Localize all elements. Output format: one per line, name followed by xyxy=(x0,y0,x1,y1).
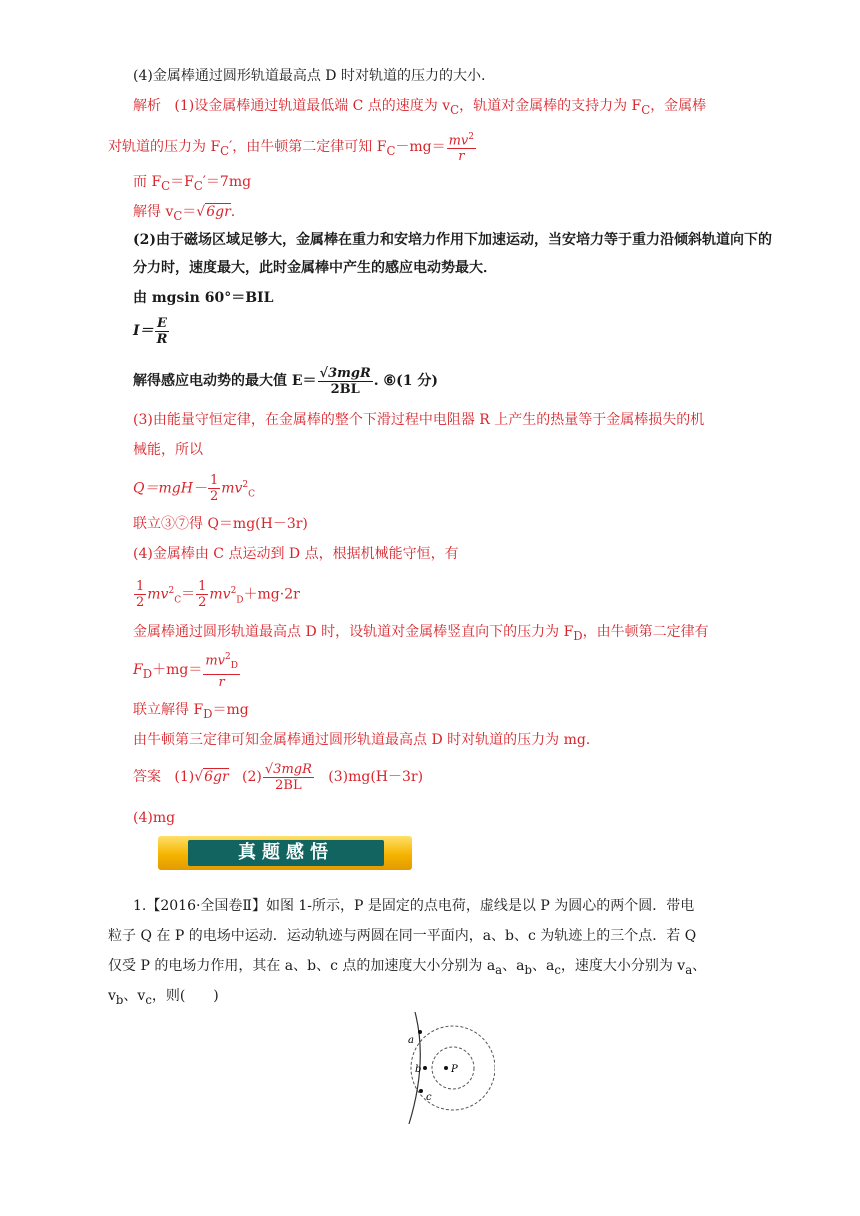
problem-figure xyxy=(395,1010,495,1126)
label-p: P xyxy=(451,1064,458,1075)
text: ′，由牛顿第二定律可知 F xyxy=(229,139,387,155)
text: 金属棒通过圆形轨道最高点 D 时，设轨道对金属棒竖直向下的压力为 F xyxy=(133,624,574,640)
banner-title: 真题感悟 xyxy=(188,840,384,866)
fraction: $\frac{mv^2}{r}$ xyxy=(448,131,475,165)
solution-label: 解析 xyxy=(133,98,161,114)
point-c xyxy=(419,1089,423,1093)
solution-4-line-2 xyxy=(133,622,709,646)
text: F xyxy=(133,661,143,678)
text: . ⑥(1 分) xyxy=(373,373,438,389)
point-a xyxy=(418,1030,422,1034)
text: ＋mg·2r xyxy=(243,586,300,603)
text: 解得 v xyxy=(133,204,174,220)
fraction: $\frac{mv^2_D}{r}$ xyxy=(205,652,238,690)
fraction: $\frac{\text{√3mgR}}{2BL}$ xyxy=(319,365,371,397)
subscript: D xyxy=(573,628,583,643)
solution-4-eq-1: $\frac{1}{2}$ $mv^2_C=$ $\frac{1}{2}$ $mv^2_D+mg\cdot 2r$ xyxy=(136,579,300,611)
solution-1-line-1 xyxy=(133,96,706,120)
text: 、a xyxy=(531,958,555,974)
text: mv xyxy=(221,480,243,497)
solution-1-line-4: 解得 $v_C=√6gr$. xyxy=(133,204,236,223)
subscript: C xyxy=(173,208,183,223)
text: 解得感应电动势的最大值 E＝ xyxy=(133,373,317,389)
fraction: $\frac{E}{R}$ xyxy=(156,315,168,347)
solution-4-combine xyxy=(133,700,249,724)
problem-1-line-3 xyxy=(108,956,706,980)
fraction: $\frac{\text{√3mgR}}{2BL}$ xyxy=(264,761,312,793)
solution-4-third-law: 由牛顿第三定律可知金属棒通过圆形轨道最高点 D 时对轨道的压力为 mg. xyxy=(133,732,591,748)
subscript: C xyxy=(641,102,651,117)
subscript: b xyxy=(115,992,124,1007)
subscript: C xyxy=(193,178,203,193)
text: ，金属棒 xyxy=(650,98,707,114)
subscript: b xyxy=(524,962,532,977)
text: 仅受 P 的电场力作用，其在 a、b、c 点的加速度大小分别为 a xyxy=(108,958,496,974)
text: (2) xyxy=(242,769,262,785)
text: ＝ xyxy=(182,204,197,220)
subscript: C xyxy=(450,102,460,117)
solution-2-line-1: (2)由于磁场区域足够大，金属棒在重力和安培力作用下加速运动，当安培力等于重力沿倾斜轨道向下的 xyxy=(133,232,772,248)
text: 而 F xyxy=(133,174,162,190)
problem-1-line-2: 粒子 Q 在 P 的电场中运动．运动轨迹与两圆在同一平面内，a、b、c 为轨迹上的三个点．若 Q xyxy=(108,928,697,944)
text: 、 xyxy=(692,958,707,974)
subscript: c xyxy=(554,962,561,977)
label-c: c xyxy=(426,1092,432,1103)
text: v xyxy=(108,988,116,1004)
solution-1-line-3 xyxy=(133,172,251,196)
solution-3-eq: Q＝mgH－ $\frac{1}{2}$ $mv^2_C$ xyxy=(133,473,256,505)
problem-1-line-4 xyxy=(108,986,219,1010)
text: I＝ xyxy=(133,323,154,339)
solution-3-line-1: (3)由能量守恒定律，在金属棒的整个下滑过程中电阻器 R 上产生的热量等于金属棒损失的机 xyxy=(133,412,705,428)
subscript: C xyxy=(161,178,171,193)
label-a: a xyxy=(408,1035,414,1046)
solution-3-line-2: 械能，所以 xyxy=(133,442,203,458)
solution-2-eq-1: 由 mgsin 60°＝BIL xyxy=(133,290,274,306)
text: ，速度大小分别为 v xyxy=(560,958,686,974)
answer-4: (4)mg xyxy=(133,810,176,826)
text: (1)设金属棒通过轨道最低端 C 点的速度为 v xyxy=(174,98,451,114)
text: 、v xyxy=(123,988,146,1004)
solution-4-eq-2 xyxy=(133,650,241,693)
text: (3)mg(H－3r) xyxy=(328,769,424,785)
solution-1-line-2 xyxy=(108,128,477,170)
text: (1) xyxy=(174,769,195,785)
subscript: a xyxy=(685,962,693,977)
text: ＝F xyxy=(170,174,194,190)
subscript: D xyxy=(142,666,153,681)
text: ，轨道对金属棒的支持力为 F xyxy=(459,98,642,114)
solution-2-eq-2 xyxy=(133,312,170,350)
section-banner xyxy=(158,836,412,870)
fraction: $\frac{1}{2}$ xyxy=(209,473,219,505)
subscript: a xyxy=(495,962,503,977)
question-4: (4)金属棒通过圆形轨道最高点 D 时对轨道的压力的大小. xyxy=(133,68,486,84)
solution-3-combine: 联立③⑦得 Q＝mg(H－3r) xyxy=(133,516,308,532)
text: ，则( ) xyxy=(151,988,219,1004)
sqrt: 6gr xyxy=(204,769,229,785)
problem-1-line-1: 1.【2016·全国卷Ⅱ】如图 1-所示，P 是固定的点电荷，虚线是以 P 为圆心的两个圆．带电 xyxy=(133,898,695,914)
text: ＝mg xyxy=(212,702,249,718)
sqrt: 6gr xyxy=(206,204,231,220)
point-p xyxy=(444,1066,448,1070)
text: Q＝mgH－ xyxy=(133,480,207,497)
answer-label: 答案 xyxy=(133,769,161,785)
text: 对轨道的压力为 F xyxy=(108,139,221,155)
point-b xyxy=(423,1066,427,1070)
text: －mg＝ xyxy=(395,139,446,155)
subscript: C xyxy=(220,143,230,158)
text: 联立解得 F xyxy=(133,702,204,718)
text: ＋mg＝ xyxy=(152,661,203,678)
subscript: c xyxy=(145,992,152,1007)
solution-4-line-1: (4)金属棒由 C 点运动到 D 点，根据机械能守恒，有 xyxy=(133,546,459,562)
solution-2-result xyxy=(133,362,438,400)
solution-2-line-2: 分力时，速度最大，此时金属棒中产生的感应电动势最大． xyxy=(133,260,497,276)
text: ′＝7mg xyxy=(202,174,252,190)
text: ，由牛顿第二定律有 xyxy=(582,624,709,640)
text: 、a xyxy=(502,958,525,974)
subscript: C xyxy=(386,143,396,158)
label-b: b xyxy=(415,1064,422,1075)
subscript: D xyxy=(203,706,213,721)
answer-line: 答案 (1)√6gr (2) $\frac{\text{√3mgR}}{2BL}$ (3)mg(H－3r) xyxy=(133,761,424,793)
